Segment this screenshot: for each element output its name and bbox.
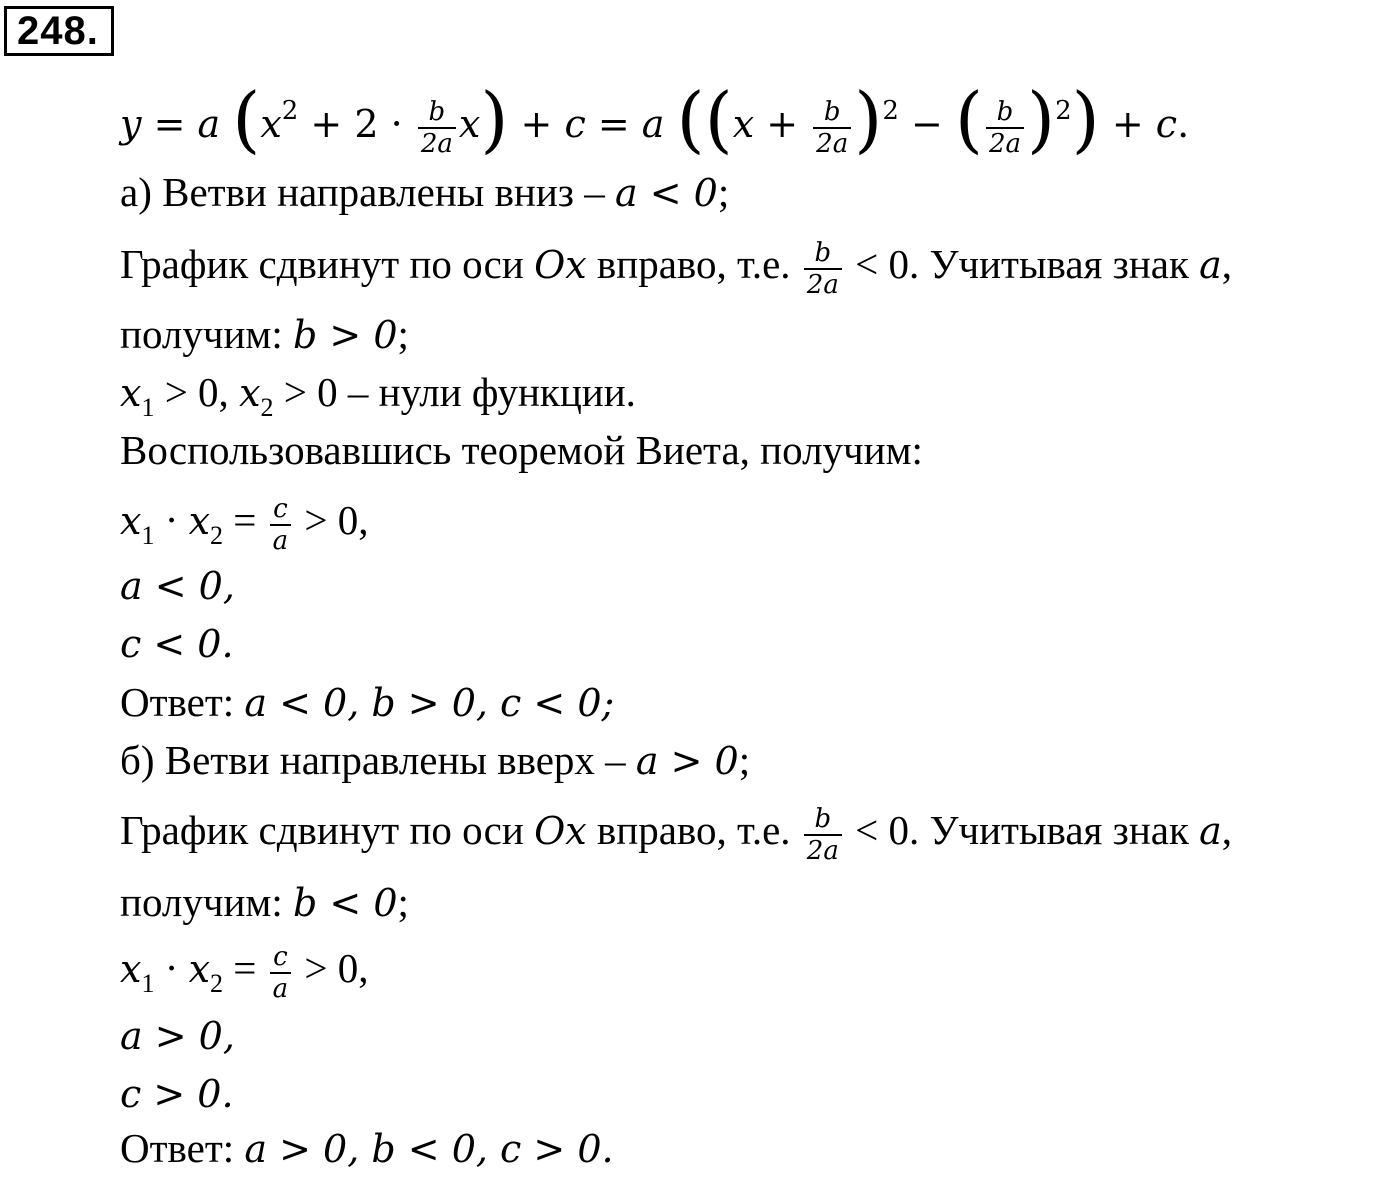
fraction-c-over-a: $\frac{c}{a}$ — [270, 494, 292, 556]
fraction-b-over-2a: $\frac{b}{2a}$ — [813, 97, 851, 159]
part-b-product: $x_1 \cdot x_2$ = $\frac{c}{a}$ > 0, — [120, 941, 369, 1004]
part-b-answer: Ответ: a > 0, b < 0, c > 0. — [120, 1125, 614, 1171]
formula-line: y = a ($x^2 + 2$ · $\frac{b}{2a}$ x) + c = a ((x + $\frac{b}{2a}$ )$^2$ − ( $\frac{b}{2a}$ )$^2$) + c. — [120, 77, 1190, 161]
part-a-branches: а) Ветви направлены вниз – a < 0; — [120, 169, 730, 215]
part-a-get-b: получим: b > 0; — [120, 311, 409, 357]
part-b-shift: График сдвинут по оси Ox вправо, т.е. $\frac{b}{2a}$ < 0. Учитывая знак a, — [120, 803, 1233, 866]
part-a-c-condition: c < 0. — [120, 622, 234, 666]
part-b-branches: б) Ветви направлены вверх – a > 0; — [120, 737, 751, 783]
part-b-c-condition: c > 0. — [120, 1072, 234, 1116]
zeros-line: $x_1 > 0$, $x_2 > 0$ – нули функции. — [120, 369, 636, 422]
part-b-a-condition: a > 0, — [120, 1014, 235, 1058]
vieta-line: Воспользовавшись теоремой Виета, получим: — [120, 427, 923, 473]
fraction-b-over-2a: $\frac{b}{2a}$ — [804, 238, 842, 300]
fraction-c-over-a: $\frac{c}{a}$ — [270, 942, 292, 1004]
fraction-b-over-2a: $\frac{b}{2a}$ — [418, 97, 456, 159]
fraction-b-over-2a: $\frac{b}{2a}$ — [986, 97, 1024, 159]
part-a-answer: Ответ: a < 0, b > 0, c < 0; — [120, 679, 615, 725]
problem-number: 248. — [4, 6, 114, 56]
fraction-b-over-2a: $\frac{b}{2a}$ — [804, 804, 842, 866]
part-a-shift: График сдвинут по оси Ox вправо, т.е. $\frac{b}{2a}$ < 0. Учитывая знак a, — [120, 237, 1233, 300]
part-b-get-b: получим: b < 0; — [120, 879, 409, 925]
part-a-product: $x_1 \cdot x_2$ = $\frac{c}{a}$ > 0, — [120, 493, 369, 556]
part-a-a-condition: a < 0, — [120, 564, 235, 608]
